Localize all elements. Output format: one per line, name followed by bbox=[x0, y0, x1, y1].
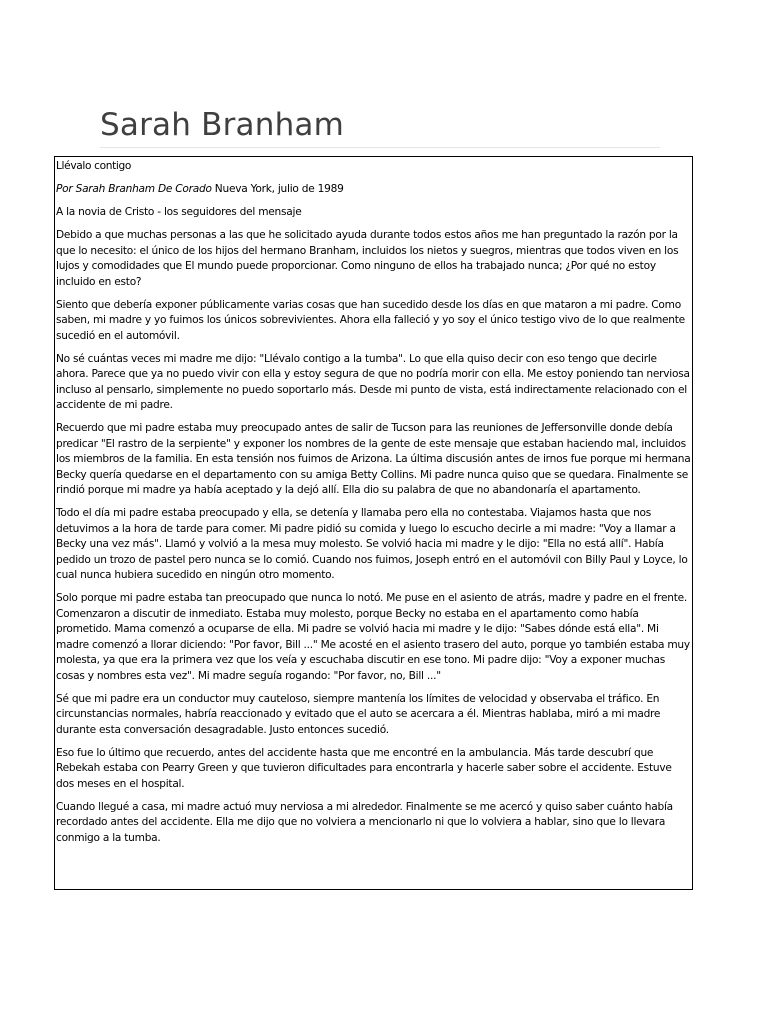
paragraph: Eso fue lo último que recuerdo, antes del accidente hasta que me encontré en la ambulancia. Más tarde descubrí que Rebekah estaba con Pearry Green y que tuvieron dificultades para encontrarla y hacerle saber sobre el accidente. Estuve dos meses en el hospital. bbox=[56, 746, 672, 790]
paragraph: Debido a que muchas personas a las que he solicitado ayuda durante todos estos años me han preguntado la razón por la que lo necesito: el único de los hijos del hermano Branham, incluidos los nietos y suegros, mientras que todos viven en los lujos y comodidades que El mundo puede proporcionar. Como ninguno de ellos ha trabajado nunca; ¿Por qué no estoy incluido en esto? bbox=[56, 229, 679, 288]
document-title: Sarah Branham bbox=[100, 107, 345, 143]
paragraph: Recuerdo que mi padre estaba muy preocupado antes de salir de Tucson para las reuniones de Jeffersonville donde debía predicar "El rastro de la serpiente" y exponer los nombres de la gente de este mensaje que estaban haciendo mal, incluidos los miembros de la familia. En esta tensión nos fuimos de Arizona. La última discusión antes de irnos fue porque mi hermana Becky quería quedarse en el departamento con su amiga Betty Collins. Mi padre nunca quiso que se quedara. Finalmente se rindió porque mi madre ya había aceptado y la dejó allí. Ella dio su palabra de que no abandonaría el apartamento. bbox=[56, 422, 691, 496]
paragraph: No sé cuántas veces mi madre me dijo: "Llévalo contigo a la tumba". Lo que ella quiso decir con eso tengo que decirle ahora. Parece que ya no puedo vivir con ella y estoy segura de que no podría morir con ella. Me estoy poniendo tan nerviosa incluso al pensarlo, simplemente no puedo soportarlo más. Desde mi punto de vista, está indirectamente relacionado con el accidente de mi padre. bbox=[56, 352, 690, 411]
dedication: A la novia de Cristo - los seguidores del mensaje bbox=[56, 206, 302, 218]
byline bbox=[56, 182, 691, 198]
paragraph: Sé que mi padre era un conductor muy cauteloso, siempre mantenía los límites de velocidad y observaba el tráfico. En circunstancias normales, habría reaccionado y evitado que el auto se acercara a él. Mientras hablaba, miró a mi madre durante esta conversación desagradable. Justo entonces sucedió. bbox=[56, 692, 661, 736]
byline-place-date: Nueva York, julio de 1989 bbox=[211, 183, 344, 195]
byline-author: Por Sarah Branham De Corado bbox=[56, 183, 212, 195]
title-divider bbox=[100, 147, 660, 148]
paragraph: Cuando llegué a casa, mi madre actuó muy nerviosa a mi alrededor. Finalmente se me acercó y quiso saber cuánto había recordado antes del accidente. Ella me dijo que no volviera a mencionarlo ni que lo volviera a hablar, sino que lo llevara conmigo a la tumba. bbox=[56, 800, 673, 844]
paragraph: Siento que debería exponer públicamente varias cosas que han sucedido desde los días en que mataron a mi padre. Como saben, mi madre y yo fuimos los únicos sobrevivientes. Ahora ella falleció y yo soy el único testigo vivo de lo que realmente sucedió en el automóvil. bbox=[56, 298, 685, 342]
paragraph: Todo el día mi padre estaba preocupado y ella, se detenía y llamaba pero ella no contestaba. Viajamos hasta que nos detuvimos a la hora de tarde para comer. Mi padre pidió su comida y luego lo escucho decirle a mi madre: "Voy a llamar a Becky una vez más". Llamó y volvió a la mesa muy molesto. Se volvió hacia mi madre y le dijo: "Ella no está allí". Había pedido un trozo de pastel pero nunca se lo comió. Cuando nos fuimos, Joseph entró en el automóvil con Billy Paul y Loyce, lo cual nunca hubiera sucedido en ningún otro momento. bbox=[56, 507, 688, 581]
document-content bbox=[54, 156, 693, 890]
section-heading: Llévalo contigo bbox=[56, 160, 131, 172]
paragraph: Solo porque mi padre estaba tan preocupado que nunca lo notó. Me puse en el asiento de atrás, madre y padre en el frente. Comenzaron a discutir de inmediato. Estaba muy molesto, porque Becky no estaba en el apartamento como había prometido. Mama comenzó a ocuparse de ella. Mi padre se volvió hacia mi madre y le dijo: "Sabes dónde está ella". Mi madre comenzó a llorar diciendo: "Por favor, Bill ..." Me acosté en el asiento trasero del auto, porque yo también estaba muy molesta, ya que era la primera vez que los veía y escuchaba discutir en ese tono. Mi padre dijo: "Voy a exponer muchas cosas y nombres esta vez". Mi madre seguía rogando: "Por favor, no, Bill ..." bbox=[56, 592, 690, 682]
